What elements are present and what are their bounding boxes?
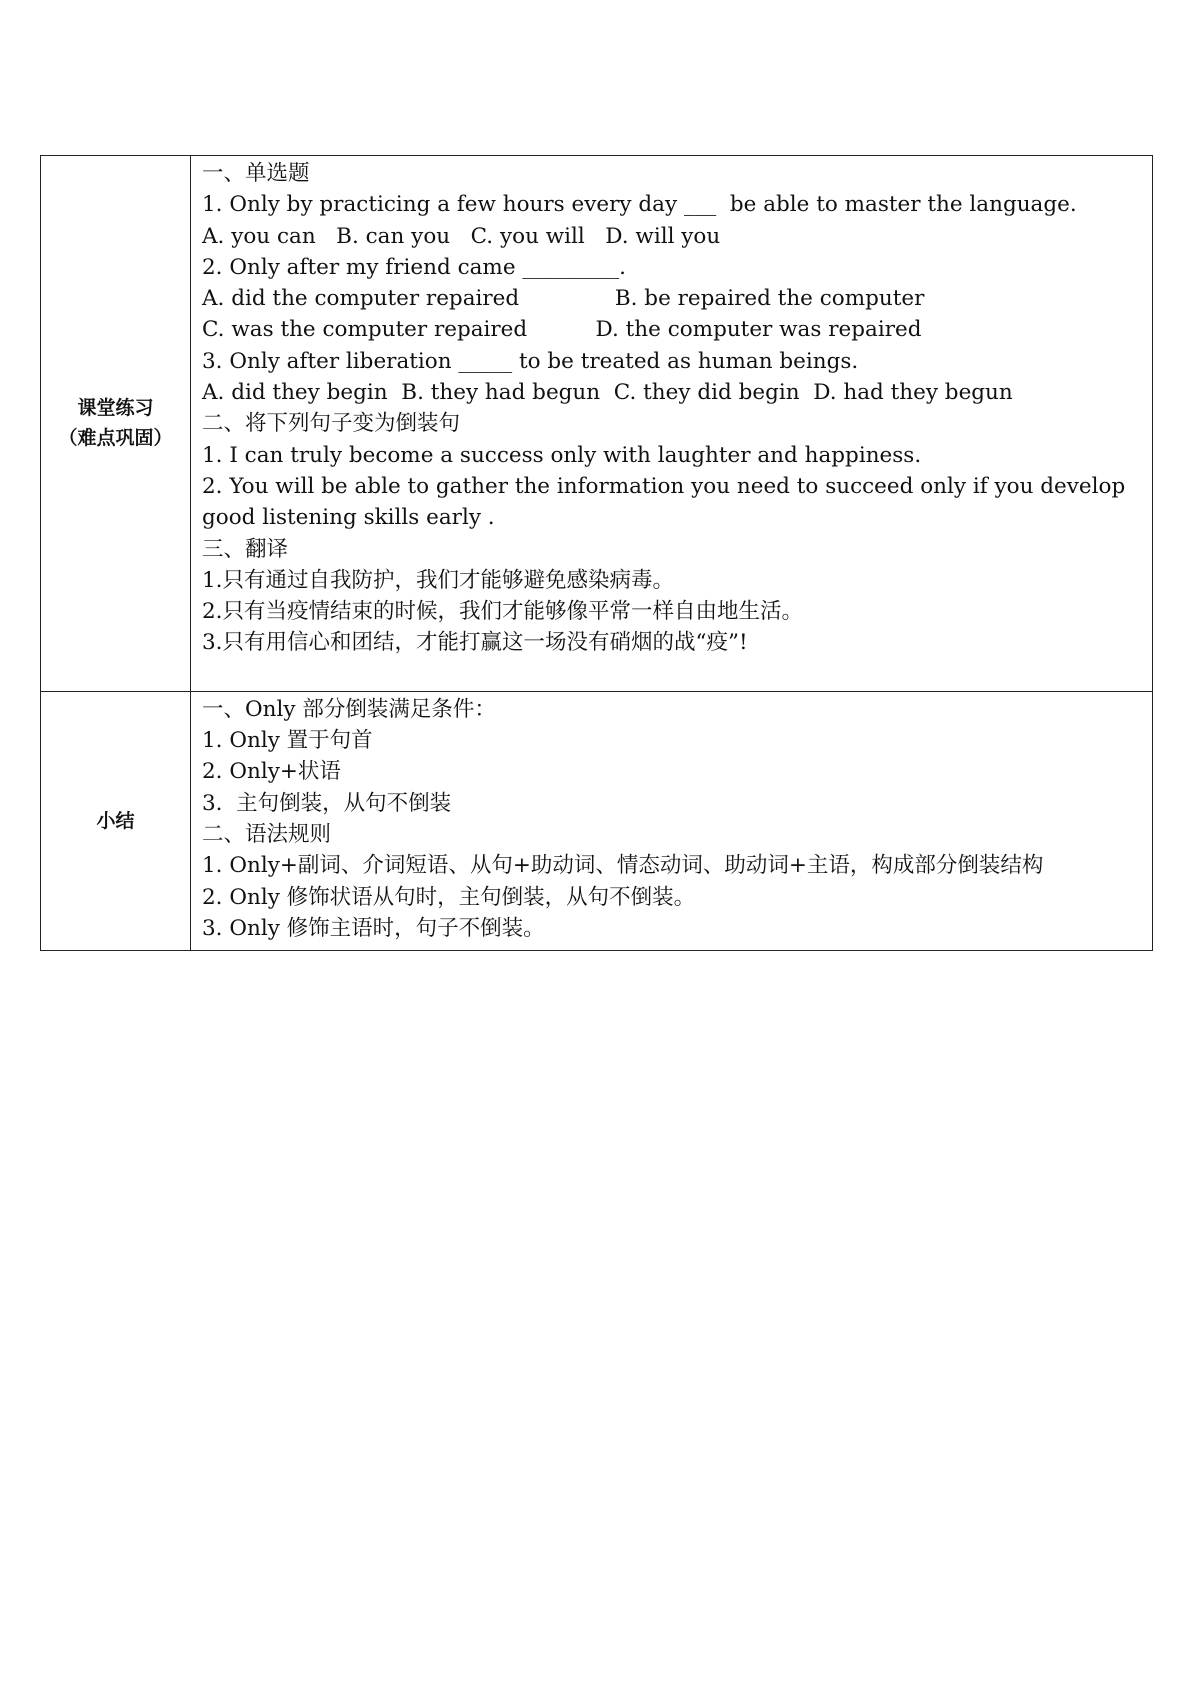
translation-sentence-3: 3.只有用信心和团结，才能打赢这一场没有硝烟的战“疫”! bbox=[202, 630, 748, 656]
question-2-options-ab: A. did the computer repaired B. be repaired the computer bbox=[202, 286, 925, 312]
practice-label-cell bbox=[41, 156, 191, 692]
section-heading-multiple-choice: 一、单选题 bbox=[202, 161, 310, 186]
summary-heading-conditions: 一、Only 部分倒装满足条件： bbox=[202, 696, 496, 722]
question-2: 2. Only after my friend came _________. bbox=[202, 254, 626, 280]
summary-condition-2: 2. Only+状语 bbox=[202, 759, 341, 785]
summary-rule-2: 2. Only 修饰状语从句时，主句倒装，从句不倒装。 bbox=[202, 884, 696, 910]
practice-label-title: 课堂练习 bbox=[77, 397, 154, 420]
question-3: 3. Only after liberation _____ to be treated as human beings. bbox=[202, 348, 859, 374]
translation-sentence-2: 2.只有当疫情结束的时候，我们才能够像平常一样自由地生活。 bbox=[202, 599, 804, 625]
question-1: 1. Only by practicing a few hours every day ___ be able to master the language. bbox=[202, 192, 1077, 218]
practice-label-subtitle: （难点巩固） bbox=[58, 427, 173, 450]
translation-sentence-1: 1.只有通过自我防护，我们才能够避免感染病毒。 bbox=[202, 567, 675, 593]
summary-label-cell bbox=[41, 691, 191, 950]
summary-condition-3: 3. 主句倒装，从句不倒装 bbox=[202, 790, 452, 816]
summary-heading-rules: 二、语法规则 bbox=[202, 821, 332, 847]
question-1-options: A. you can B. can you C. you will D. will you bbox=[202, 223, 721, 249]
lesson-table bbox=[40, 155, 1153, 951]
inversion-sentence-2: 2. You will be able to gather the information you need to succeed only if you develop good listening skills early . bbox=[202, 473, 1133, 531]
section-heading-translation: 三、翻译 bbox=[202, 536, 289, 562]
question-3-options: A. did they begin B. they had begun C. they did begin D. had they begun bbox=[202, 380, 1013, 406]
practice-row bbox=[41, 156, 1153, 692]
section-heading-inversion: 二、将下列句子变为倒装句 bbox=[202, 411, 461, 437]
summary-condition-1: 1. Only 置于句首 bbox=[202, 728, 373, 754]
practice-content-cell bbox=[191, 156, 1153, 692]
summary-label: 小结 bbox=[96, 809, 135, 832]
summary-rule-1: 1. Only+副词、介词短语、从句+助动词、情态动词、助动词+主语，构成部分倒装结构 bbox=[202, 853, 1044, 879]
blank-space bbox=[202, 659, 1144, 685]
inversion-sentence-1: 1. I can truly become a success only with laughter and happiness. bbox=[202, 442, 922, 468]
summary-rule-3: 3. Only 修饰主语时，句子不倒装。 bbox=[202, 915, 545, 941]
summary-row bbox=[41, 691, 1153, 950]
question-2-options-cd: C. was the computer repaired D. the computer was repaired bbox=[202, 317, 922, 343]
summary-content-cell bbox=[191, 691, 1153, 950]
